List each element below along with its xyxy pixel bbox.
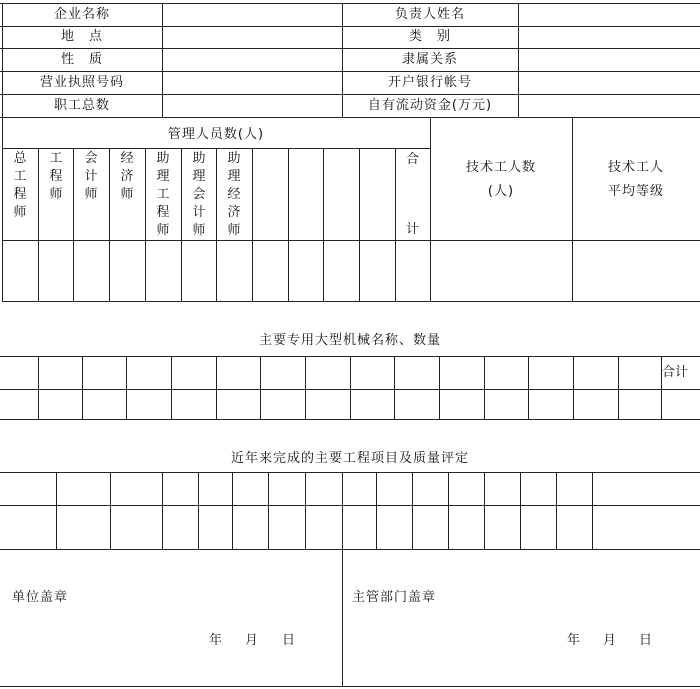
unit-seal-label: 单位盖章: [12, 590, 69, 605]
tech-workers-label: 技术工人数: [465, 160, 536, 175]
grid-line: [252, 148, 253, 301]
date-day-right: 日: [639, 633, 654, 648]
grid-line: [38, 356, 39, 419]
grid-line: [82, 356, 83, 419]
grid-line: [573, 356, 574, 419]
grid-line: [73, 148, 74, 301]
nature-label: 性 质: [60, 52, 103, 67]
grid-line: [0, 472, 700, 473]
grid-line: [448, 472, 449, 549]
grid-line: [305, 472, 306, 549]
col-assistant-engineer: 助理工程师: [156, 151, 170, 238]
grid-line: [0, 26, 700, 27]
grid-line: [572, 117, 573, 301]
date-year-right: 年: [567, 633, 582, 648]
grid-line: [350, 356, 351, 419]
grid-line: [2, 301, 700, 302]
grid-line: [592, 472, 593, 549]
grid-line: [0, 94, 700, 95]
col-chief-engineer: 总工程师: [13, 151, 27, 220]
date-day-left: 日: [282, 633, 297, 648]
grid-line: [484, 356, 485, 419]
category-label: 类 别: [408, 29, 451, 44]
grid-line: [181, 148, 182, 301]
grid-line: [216, 356, 217, 419]
grid-line: [56, 472, 57, 549]
tech-avg-grade-label-2: 平均等级: [607, 184, 664, 199]
grid-line: [232, 472, 233, 549]
grid-line: [528, 356, 529, 419]
management-header: 管理人员数(人): [167, 127, 265, 142]
grid-line: [2, 3, 3, 301]
grid-line: [145, 148, 146, 301]
grid-line: [430, 117, 431, 301]
grid-line: [126, 356, 127, 419]
col-accountant: 会计师: [84, 151, 98, 202]
date-year-left: 年: [209, 633, 224, 648]
grid-line: [412, 472, 413, 549]
grid-line: [0, 419, 700, 420]
grid-line: [162, 472, 163, 549]
grid-line: [395, 148, 396, 301]
tech-workers-unit: (人): [487, 184, 515, 199]
grid-line: [109, 148, 110, 301]
grid-line: [394, 356, 395, 419]
machinery-title: 主要专用大型机械名称、数量: [258, 333, 441, 348]
grid-line: [198, 472, 199, 549]
person-in-charge-label: 负责人姓名: [394, 7, 465, 22]
grid-line: [171, 356, 172, 419]
grid-line: [268, 472, 269, 549]
grid-line: [305, 356, 306, 419]
col-assistant-accountant: 助理会计师: [192, 151, 206, 238]
grid-line: [376, 472, 377, 549]
grid-line: [484, 472, 485, 549]
col-economist: 经济师: [120, 151, 134, 202]
company-name-label: 企业名称: [53, 7, 110, 22]
grid-line: [0, 686, 700, 687]
col-assistant-economist: 助理经济师: [227, 151, 241, 238]
machinery-total-label: 合计: [662, 365, 689, 380]
total-staff-label: 职工总数: [53, 98, 110, 113]
grid-line: [342, 549, 343, 687]
col-engineer: 工程师: [49, 151, 63, 202]
location-label: 地 点: [60, 29, 103, 44]
grid-line: [439, 356, 440, 419]
grid-line: [342, 472, 343, 549]
affiliation-label: 隶属关系: [401, 52, 458, 67]
tech-avg-grade-label-1: 技术工人: [607, 160, 664, 175]
grid-line: [216, 148, 217, 301]
date-month-right: 月: [603, 633, 618, 648]
grid-line: [0, 71, 700, 72]
grid-line: [518, 3, 519, 117]
grid-line: [323, 148, 324, 301]
projects-title: 近年来完成的主要工程项目及质量评定: [230, 451, 469, 466]
grid-line: [260, 356, 261, 419]
authority-seal-label: 主管部门盖章: [352, 590, 437, 605]
grid-line: [0, 48, 700, 49]
grid-line: [2, 240, 700, 241]
grid-line: [520, 472, 521, 549]
grid-line: [288, 148, 289, 301]
grid-line: [162, 3, 163, 117]
grid-line: [110, 472, 111, 549]
date-month-left: 月: [245, 633, 260, 648]
bank-account-label: 开户银行帐号: [387, 75, 472, 90]
grid-line: [359, 148, 360, 301]
grid-line: [38, 148, 39, 301]
grid-line: [0, 505, 700, 506]
own-capital-label: 自有流动资金(万元): [367, 98, 493, 113]
license-no-label: 营业执照号码: [39, 75, 124, 90]
grid-line: [0, 117, 700, 118]
grid-line: [0, 549, 700, 550]
subtotal-bottom-char: 计: [405, 222, 420, 237]
subtotal-top-char: 合: [405, 152, 420, 167]
grid-line: [618, 356, 619, 419]
grid-line: [556, 472, 557, 549]
grid-line: [0, 3, 700, 4]
